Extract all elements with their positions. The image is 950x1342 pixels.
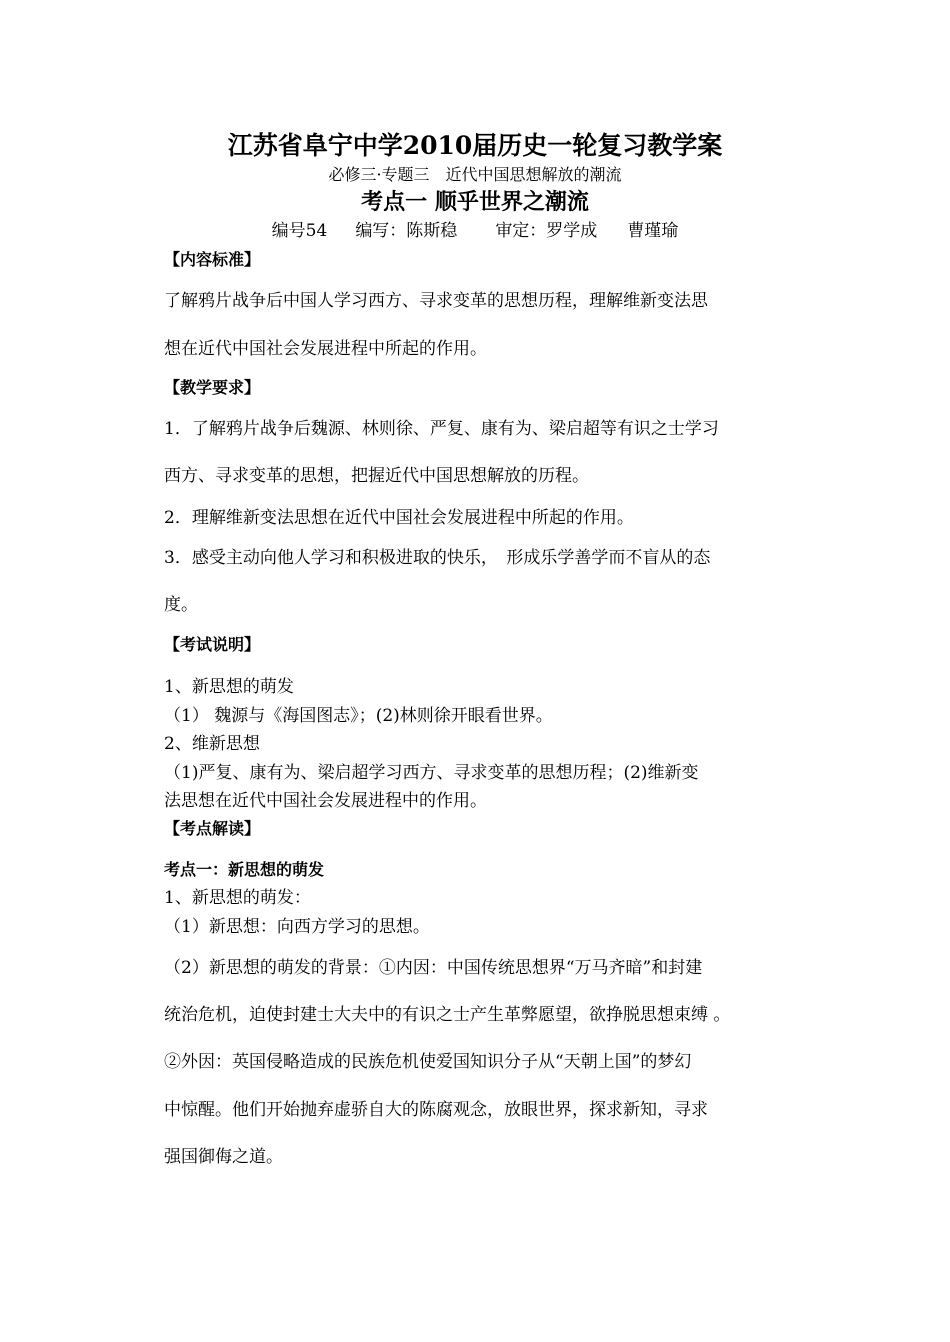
paragraph-line: （1）新思想：向西方学习的思想。 — [164, 917, 430, 937]
paragraph-line: 强国御侮之道。 — [164, 1147, 283, 1167]
paragraph-line: 统治危机，迫使封建士大夫中的有识之士产生革弊愿望，欲挣脱思想束缚 。 — [164, 1005, 731, 1025]
document-title: 江苏省阜宁中学2010届历史一轮复习教学案 — [227, 131, 723, 160]
paragraph-line: 3．感受主动向他人学习和积极进取的快乐， 形成乐学善学而不盲从的态 — [164, 548, 711, 568]
paragraph-line: （2）新思想的萌发的背景：①内因：中国传统思想界“万马齐暗”和封建 — [164, 958, 703, 978]
paragraph-line: 了解鸦片战争后中国人学习西方、寻求变革的思想历程，理解维新变法思 — [164, 291, 708, 311]
doc-number: 编号54 — [271, 221, 328, 241]
paragraph-line: 中惊醒。他们开始抛弃虚骄自大的陈腐观念，放眼世界，探求新知，寻求 — [164, 1100, 708, 1120]
subsection-heading: 考点一：新思想的萌发 — [164, 860, 325, 879]
topic-title: 考点一 顺乎世界之潮流 — [361, 189, 589, 215]
paragraph-line: 度。 — [164, 595, 198, 615]
section-heading-teaching-requirements: 【教学要求】 — [164, 378, 261, 397]
paragraph-line: 想在近代中国社会发展进程中所起的作用。 — [164, 339, 487, 359]
paragraph-line: （1)严复、康有为、梁启超学习西方、寻求变革的思想历程；(2)维新变 — [164, 763, 699, 783]
paragraph-line: 1．了解鸦片战争后魏源、林则徐、严复、康有为、梁启超等有识之士学习 — [164, 419, 719, 439]
doc-reviewer2: 曹瑾瑜 — [627, 221, 679, 241]
paragraph-line: 法思想在近代中国社会发展进程中的作用。 — [164, 791, 487, 811]
section-heading-content-standard: 【内容标准】 — [164, 250, 261, 269]
section-heading-exam-notes: 【考试说明】 — [164, 635, 261, 654]
document-meta — [0, 220, 950, 242]
paragraph-line: 2、维新思想 — [164, 734, 260, 754]
paragraph-line: ②外因：英国侵略造成的民族危机使爱国知识分子从“天朝上国”的梦幻 — [164, 1052, 692, 1072]
paragraph-line: （1） 魏源与《海国图志》；(2)林则徐开眼看世界。 — [164, 706, 553, 726]
paragraph-line: 1、新思想的萌发： — [164, 888, 311, 908]
doc-editor: 编写：陈斯稳 — [355, 221, 458, 241]
doc-reviewer: 审定：罗学成 — [495, 221, 598, 241]
paragraph-line: 2．理解维新变法思想在近代中国社会发展进程中所起的作用。 — [164, 508, 634, 528]
document-subtitle: 必修三·专题三 近代中国思想解放的潮流 — [328, 165, 622, 184]
paragraph-line: 西方、寻求变革的思想，把握近代中国思想解放的历程。 — [164, 466, 589, 486]
paragraph-line: 1、新思想的萌发 — [164, 677, 294, 697]
section-heading-interpretation: 【考点解读】 — [164, 819, 261, 838]
